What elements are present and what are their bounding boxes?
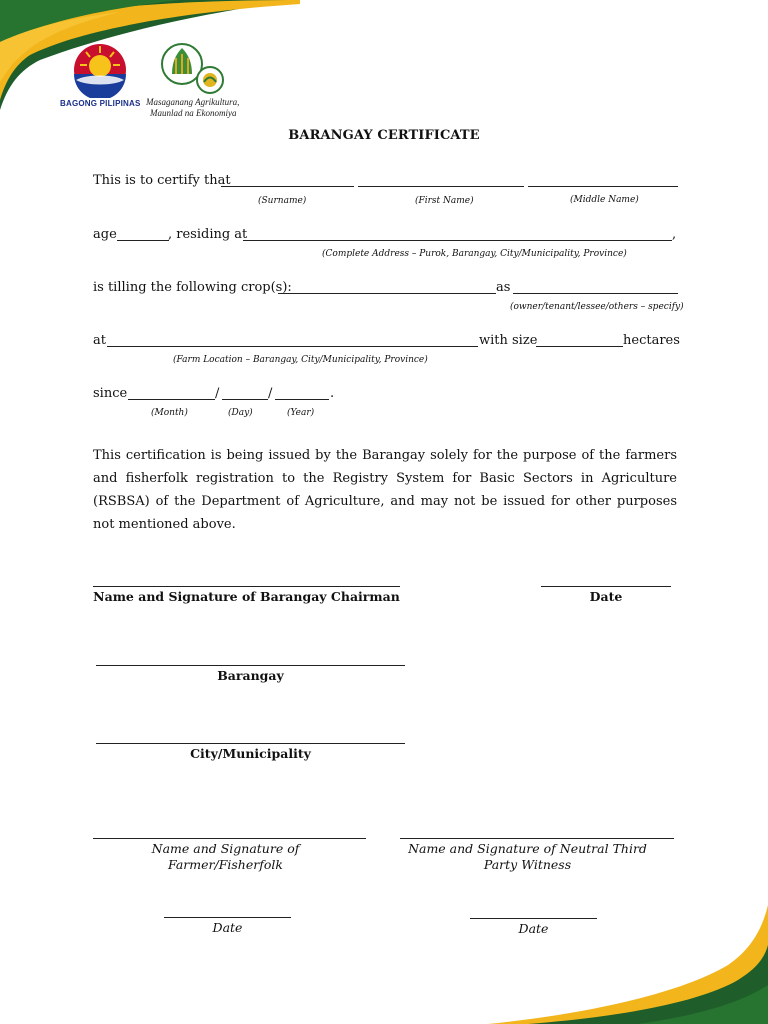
certify-lead-text: This is to certify that <box>93 173 231 188</box>
witness-signature-label: Name and Signature of Neutral Third Party Witness <box>408 841 647 872</box>
year-field[interactable] <box>275 399 329 400</box>
middle-name-caption: (Middle Name) <box>570 195 639 205</box>
witness-date-line[interactable] <box>470 918 597 919</box>
at-label: at <box>93 333 106 348</box>
chairman-signature-line[interactable] <box>93 586 400 587</box>
middle-name-field[interactable] <box>528 186 678 187</box>
role-field[interactable] <box>513 293 678 294</box>
bagong-pilipinas-text: BAGONG PILIPINAS <box>60 99 141 108</box>
residing-label: , residing at <box>168 227 248 242</box>
department-of-agriculture-logo <box>156 40 228 96</box>
month-caption: (Month) <box>151 408 188 418</box>
age-label: age <box>93 227 117 242</box>
farmer-signature-line[interactable] <box>93 838 366 839</box>
size-field[interactable] <box>536 346 623 347</box>
day-caption: (Day) <box>228 408 253 418</box>
day-field[interactable] <box>222 399 268 400</box>
age-field[interactable] <box>117 240 169 241</box>
slash-1: / <box>215 386 220 401</box>
as-label: as <box>496 280 511 295</box>
witness-signature-line[interactable] <box>400 838 674 839</box>
crops-field[interactable] <box>278 293 496 294</box>
year-caption: (Year) <box>287 408 315 418</box>
page-title: BARANGAY CERTIFICATE <box>288 128 480 143</box>
chairman-date-line[interactable] <box>541 586 671 587</box>
farm-location-caption: (Farm Location – Barangay, City/Municipality, Province) <box>173 355 428 365</box>
barangay-label: Barangay <box>217 668 284 683</box>
certification-paragraph: This certification is being issued by the Barangay solely for the purpose of the farmers and fisherfolk registration to the Registry System for Basic Sectors in Agriculture (RSBSA) of the Department of Agriculture, and may not be issued for other purposes not mentioned above. <box>93 448 677 532</box>
farmer-date-line[interactable] <box>164 917 291 918</box>
farmer-signature-label: Name and Signature of Farmer/Fisherfolk <box>151 841 300 872</box>
first-name-field[interactable] <box>358 186 524 187</box>
address-end-comma: , <box>672 227 677 242</box>
farmer-date-label: Date <box>212 920 243 935</box>
since-label: since <box>93 386 128 401</box>
surname-field[interactable] <box>221 186 354 187</box>
role-caption: (owner/tenant/lessee/others – specify) <box>510 302 684 312</box>
city-label: City/Municipality <box>190 746 311 761</box>
witness-date-label: Date <box>518 921 549 936</box>
barangay-line[interactable] <box>96 665 405 666</box>
address-caption: (Complete Address – Purok, Barangay, City/Municipality, Province) <box>322 249 627 259</box>
hectares-label: hectares <box>623 333 680 348</box>
department-of-agriculture-slogan: Masaganang Agrikultura, Maunlad na Ekonomiya <box>146 97 240 118</box>
month-field[interactable] <box>128 399 215 400</box>
since-period: . <box>330 386 335 401</box>
first-name-caption: (First Name) <box>415 196 474 206</box>
farm-location-field[interactable] <box>107 346 478 347</box>
surname-caption: (Surname) <box>258 196 307 206</box>
chairman-signature-label: Name and Signature of Barangay Chairman <box>93 589 400 604</box>
chairman-date-label: Date <box>589 589 623 604</box>
crops-label: is tilling the following crop(s): <box>93 280 292 295</box>
city-line[interactable] <box>96 743 405 744</box>
slash-2: / <box>268 386 273 401</box>
bagong-pilipinas-logo <box>66 40 134 98</box>
address-field[interactable] <box>243 240 672 241</box>
with-size-label: with size <box>479 333 538 348</box>
